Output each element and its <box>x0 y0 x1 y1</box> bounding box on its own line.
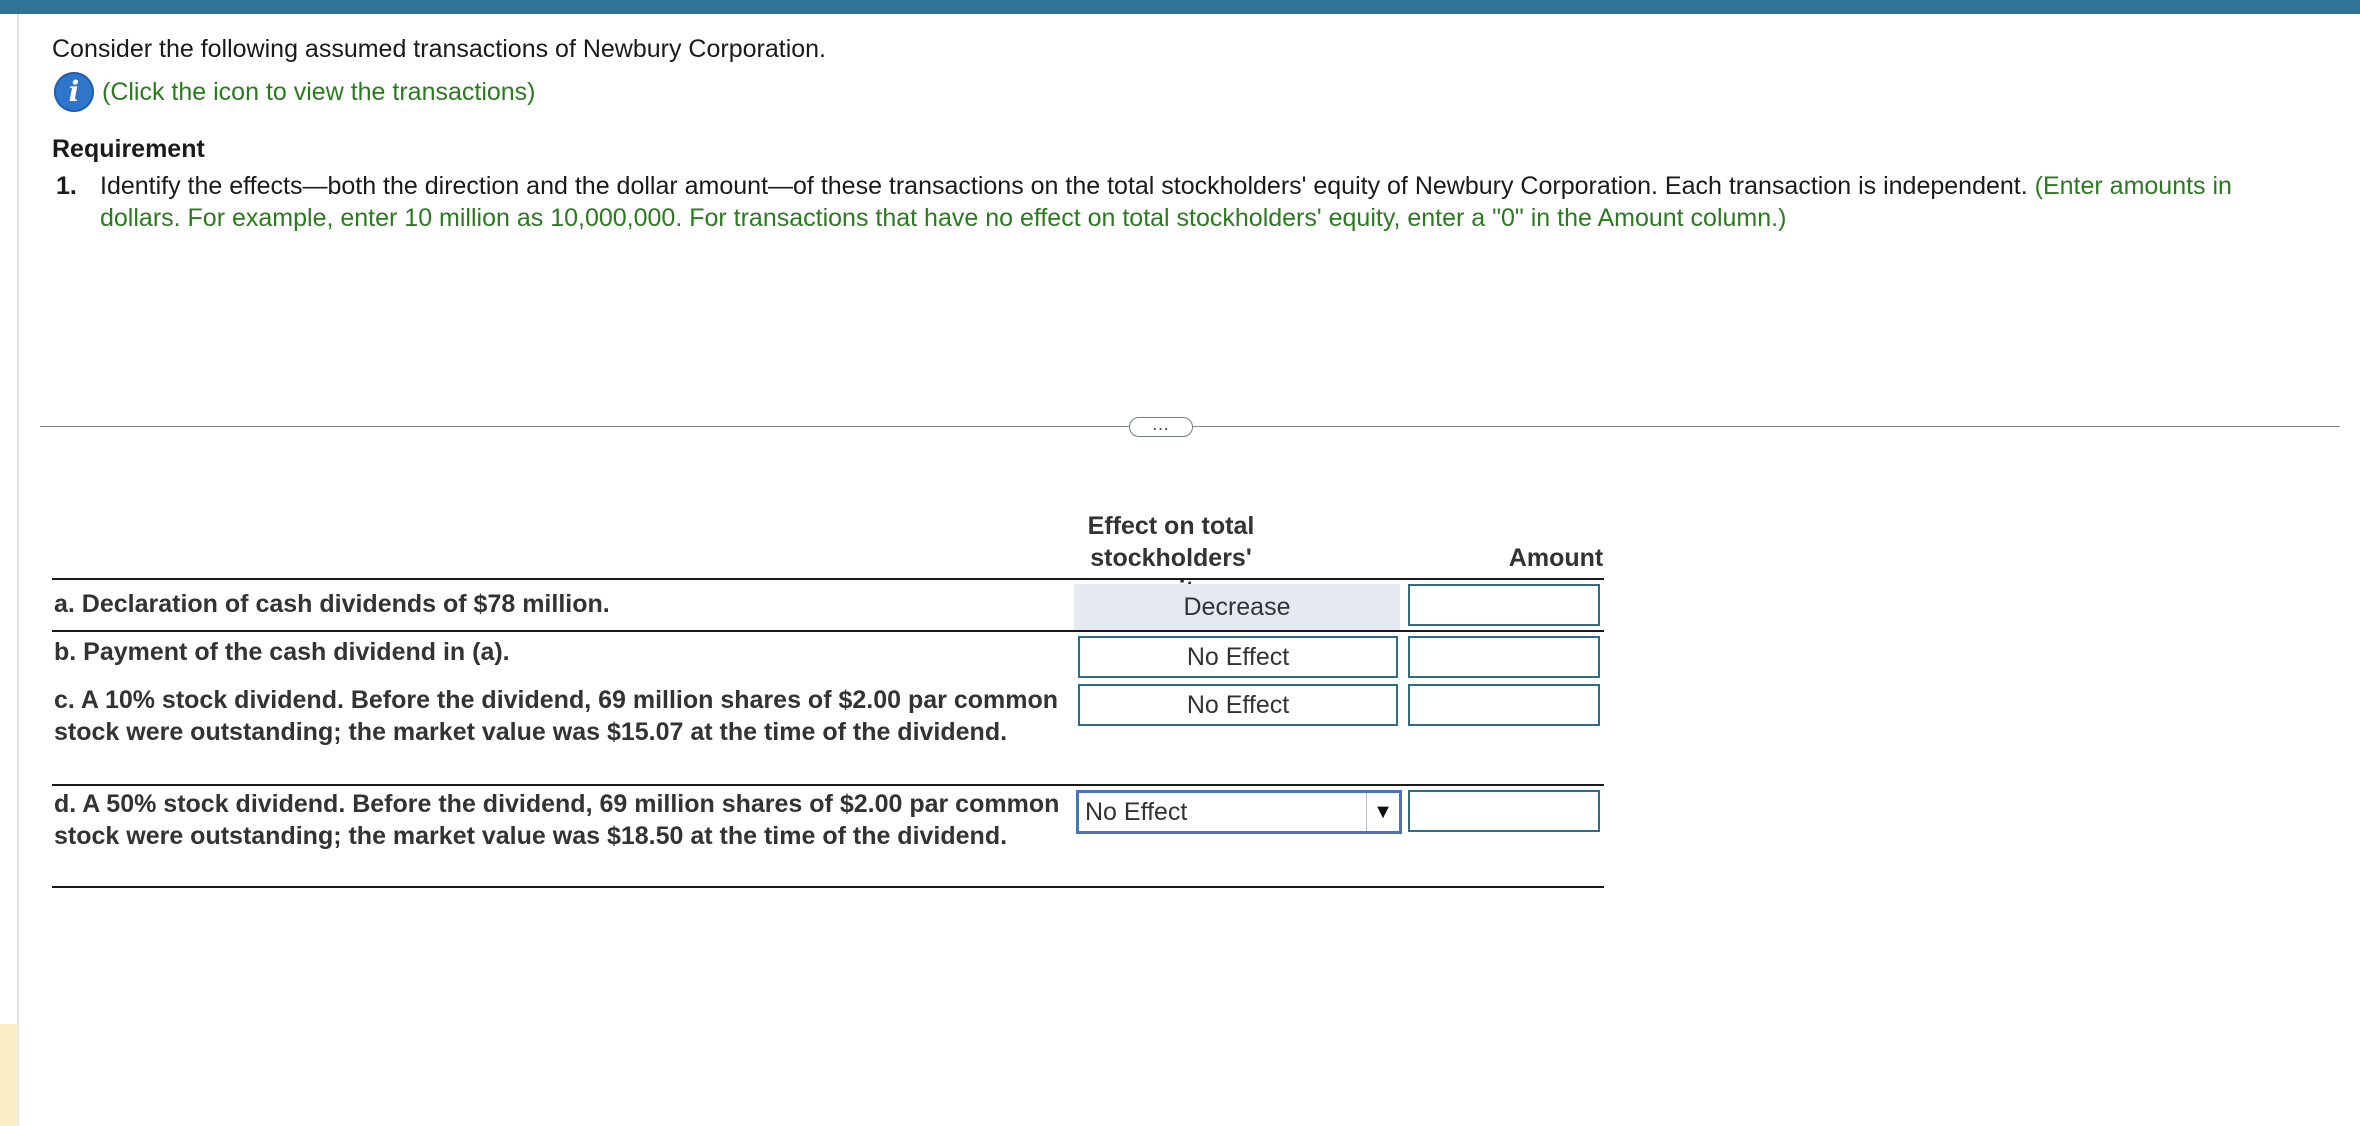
amount-input[interactable] <box>1408 636 1600 678</box>
requirement-text: Identify the effects—both the direction and the dollar amount—of these transactions on the total stockholders' equity of Newbury Corporation. Each transaction is independent. <box>100 172 2028 200</box>
info-icon[interactable]: i <box>54 72 94 112</box>
effect-cell[interactable]: No Effect <box>1078 636 1398 678</box>
table-row <box>52 630 1604 682</box>
view-transactions-link[interactable] <box>54 72 536 112</box>
row-label: c. A 10% stock dividend. Before the dividend, 69 million shares of $2.00 par common stock were outstanding; the market value was $15.07 at the time of the dividend. <box>54 686 1058 746</box>
expand-button[interactable]: … <box>1129 417 1193 437</box>
amount-input[interactable] <box>1408 584 1600 626</box>
left-rule <box>17 14 19 1126</box>
table-row <box>52 682 1604 784</box>
requirement-text-block <box>100 170 2306 234</box>
table-row <box>52 578 1604 630</box>
header-amount: Amount <box>1508 544 1604 572</box>
dropdown-arrow-icon[interactable]: ▼ <box>1366 793 1399 831</box>
header-effect: Effect on total stockholders' <box>1087 512 1255 572</box>
view-transactions-text[interactable]: (Click the icon to view the transactions) <box>102 78 536 106</box>
top-bar <box>0 0 2360 14</box>
requirement-hint: (Enter amounts in dollars. For example, enter 10 million as 10,000,000. For transactions that have no effect on total stockholders' equity, enter a "0" in the Amount column.) <box>100 172 2232 232</box>
effect-cell[interactable]: Decrease <box>1074 584 1400 630</box>
row-label: a. Declaration of cash dividends of $78 million. <box>54 590 610 618</box>
intro-text: Consider the following assumed transactions of Newbury Corporation. <box>52 35 826 63</box>
effect-dropdown[interactable] <box>1076 790 1402 834</box>
dropdown-selected-value: No Effect <box>1085 798 1188 826</box>
amount-input[interactable] <box>1408 790 1600 832</box>
requirement-item <box>56 170 2306 234</box>
amount-input[interactable] <box>1408 684 1600 726</box>
requirement-number: 1. <box>56 172 77 200</box>
table-row <box>52 784 1604 888</box>
left-side-tab[interactable] <box>0 1024 18 1126</box>
row-label: d. A 50% stock dividend. Before the dividend, 69 million shares of $2.00 par common stock were outstanding; the market value was $18.50 at the time of the dividend. <box>54 790 1060 850</box>
row-label: b. Payment of the cash dividend in (a). <box>54 638 510 666</box>
effect-cell[interactable]: No Effect <box>1078 684 1398 726</box>
requirement-heading: Requirement <box>52 135 205 163</box>
